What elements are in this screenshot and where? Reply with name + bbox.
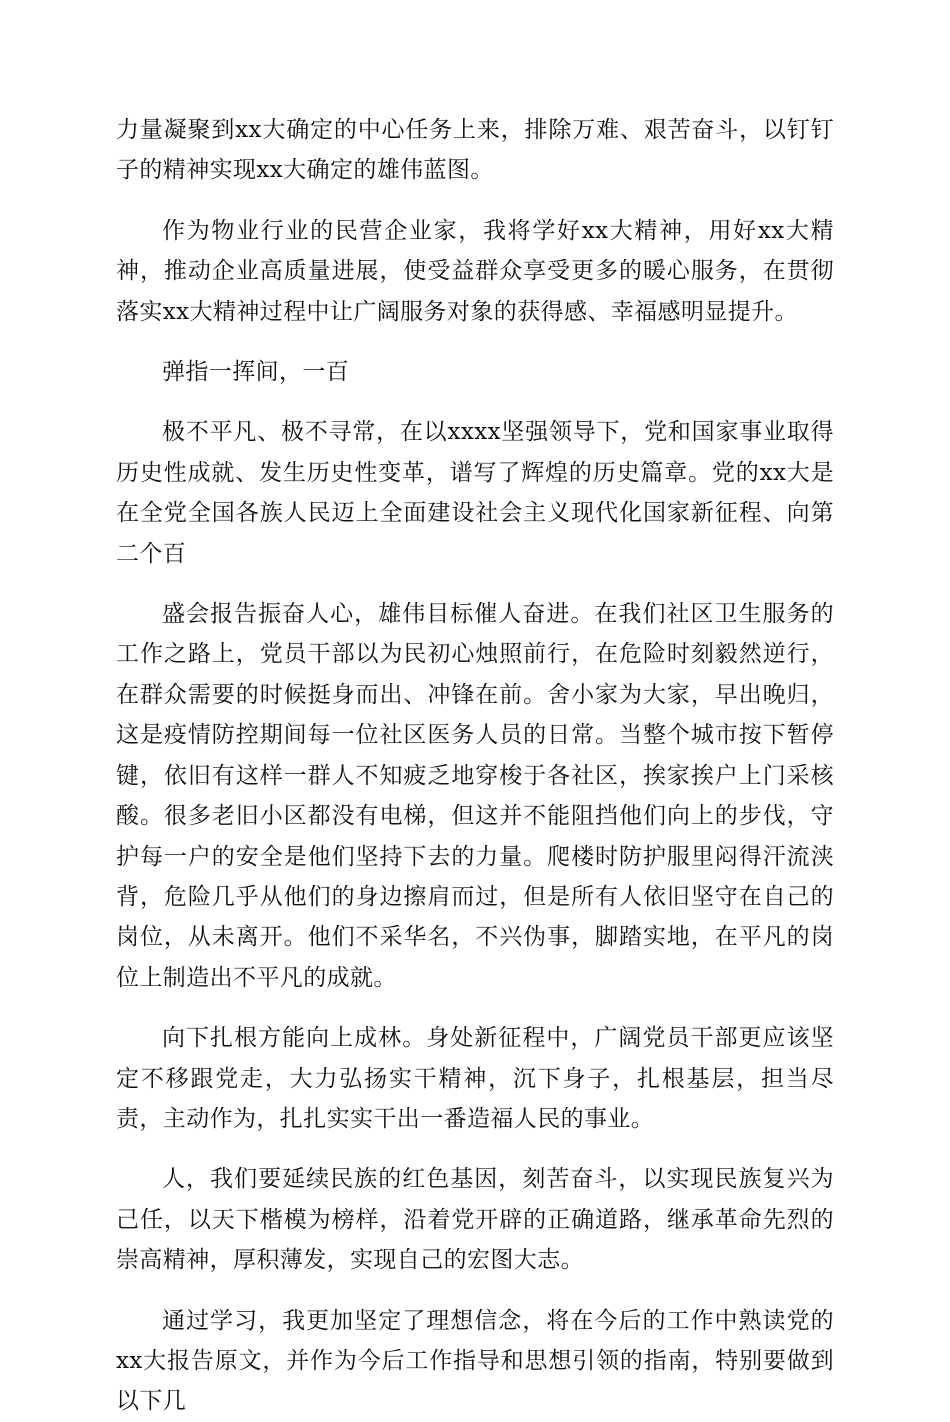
paragraph-8: 通过学习，我更加坚定了理想信念，将在今后的工作中熟读党的xx大报告原文，并作为今后工作指导和思想引领的指南，特别要做到以下几: [116, 1307, 834, 1415]
paragraph-7: 人，我们要延续民族的红色基因，刻苦奋斗，以实现民族复兴为己任，以天下楷模为榜样，沿着党开辟的正确道路，继承革命先烈的崇高精神，厚积薄发，实现自己的宏图大志。: [116, 1166, 834, 1274]
paragraph-6: 向下扎根方能向上成林。身处新征程中，广阔党员干部更应该坚定不移跟党走，大力弘扬实干精神，沉下身子，扎根基层，担当尽责，主动作为，扎扎实实干出一番造福人民的事业。: [116, 1025, 834, 1132]
paragraph-2: 作为物业行业的民营企业家，我将学好xx大精神，用好xx大精神，推动企业高质量进展，使受益群众享受更多的暖心服务，在贯彻落实xx大精神过程中让广阔服务对象的获得感、幸福感明显提升。: [116, 217, 834, 325]
document-page: [116, 110, 834, 1422]
paragraph-4: 极不平凡、极不寻常，在以xxxx坚强领导下，党和国家事业取得历史性成就、发生历史性变革，谱写了辉煌的历史篇章。党的xx大是在全党全国各族人民迈上全面建设社会主义现代化国家新征程、向第二个百: [116, 419, 834, 567]
paragraph-1: 力量凝聚到xx大确定的中心任务上来，排除万难、艰苦奋斗，以钉钉子的精神实现xx大确定的雄伟蓝图。: [116, 117, 834, 184]
paragraph-5: 盛会报告振奋人心，雄伟目标催人奋进。在我们社区卫生服务的工作之路上，党员干部以为民初心烛照前行，在危险时刻毅然逆行，在群众需要的时候挺身而出、冲锋在前。舍小家为大家，早出晚归，这是疫情防控期间每一位社区医务人员的日常。当整个城市按下暂停键，依旧有这样一群人不知疲乏地穿梭于各社区，挨家挨户上门采核酸。很多老旧小区都没有电梯，但这并不能阻挡他们向上的步伐，守护每一户的安全是他们坚持下去的力量。爬楼时防护服里闷得汗流浃背，危险几乎从他们的身边擦肩而过，但是所有人依旧坚守在自己的岗位，从未离开。他们不采华名，不兴伪事，脚踏实地，在平凡的岗位上制造出不平凡的成就。: [116, 601, 834, 991]
paragraph-3: 弹指一挥间，一百: [162, 359, 350, 386]
